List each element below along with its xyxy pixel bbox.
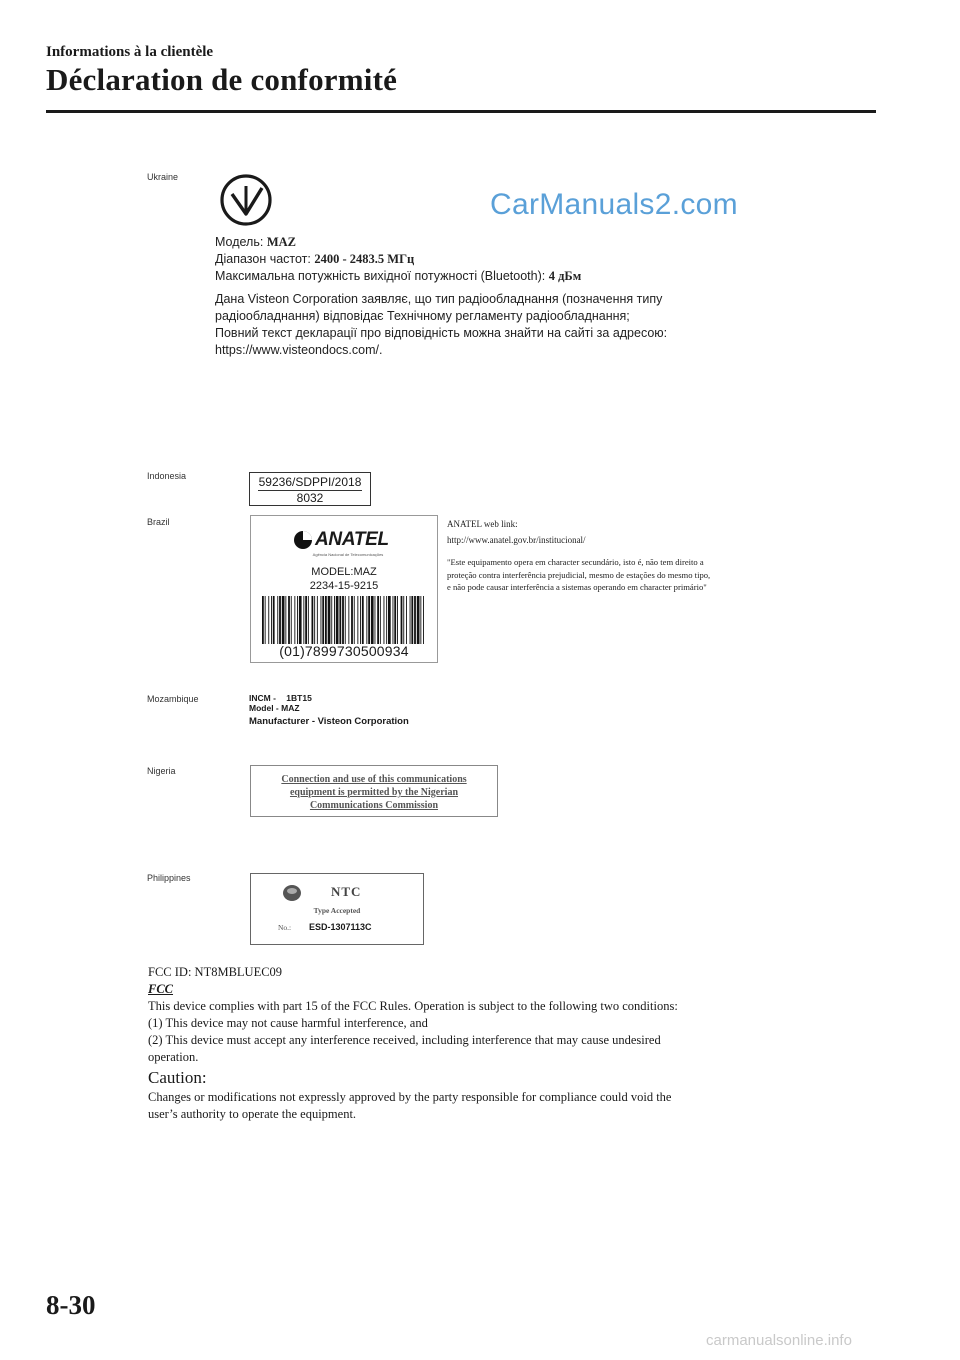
fcc-statement-line: (2) This device must accept any interference received, including interference that may cause undesired <box>148 1033 661 1047</box>
fcc-section <box>148 964 788 1123</box>
watermark-carmanuals: CarManuals2.com <box>490 188 738 221</box>
ukraine-declaration-line: радіообладнання) відповідає Технічному регламенту радіообладнання; <box>215 309 630 323</box>
nigeria-label-text <box>251 773 497 812</box>
anatel-notice-line: e não pode causar interferência a sistemas operando em character primário" <box>447 582 707 592</box>
mozambique-incm-label: INCM - <box>249 693 276 703</box>
ukraine-declaration-url: https://www.visteondocs.com/. <box>215 343 383 357</box>
ntc-logo-icon <box>281 884 303 902</box>
nigeria-label-line: equipment is permitted by the Nigerian <box>289 787 459 798</box>
country-label-brazil: Brazil <box>147 517 170 527</box>
ntc-no-value: ESD-1307113C <box>309 922 372 932</box>
fcc-statement-line: (1) This device may not cause harmful interference, and <box>148 1016 428 1030</box>
nigeria-label-box <box>250 765 498 817</box>
anatel-label <box>250 515 438 663</box>
ukraine-declaration <box>215 291 735 359</box>
ukraine-model-line <box>215 234 296 251</box>
mozambique-manufacturer: Manufacturer - Visteon Corporation <box>249 716 409 727</box>
ukraine-frequency-value: 2400 - 2483.5 МГц <box>314 252 415 266</box>
nigeria-label-line: Connection and use of this communications <box>281 774 467 785</box>
ukraine-power-value: 4 дБм <box>548 269 582 283</box>
ntc-label-box <box>250 873 424 945</box>
indonesia-cert-box <box>249 472 371 506</box>
fcc-statement-line: operation. <box>148 1050 199 1064</box>
country-label-ukraine: Ukraine <box>147 172 179 182</box>
title-divider <box>46 110 876 113</box>
indonesia-cert-number: 59236/SDPPI/2018 <box>258 475 362 489</box>
mozambique-incm-value: 1BT15 <box>286 693 312 703</box>
mozambique-model-value: MAZ <box>281 703 300 713</box>
watermark-carmanualsonline: carmanualsonline.info <box>706 1332 852 1349</box>
ukraine-power-line <box>215 268 581 285</box>
barcode-number: (01)7899730500934 <box>279 643 409 659</box>
anatel-cert-number: 2234-15-9215 <box>309 580 379 592</box>
anatel-notice-line: "Este equipamento opera em character secundário, isto é, não tem direito a <box>447 557 704 567</box>
ukraine-model-value: MAZ <box>266 235 296 249</box>
ukraine-power-label: Максимальна потужність вихідної потужності (Bluetooth): <box>215 269 546 283</box>
ukraine-frequency-line <box>215 251 414 268</box>
indonesia-registration-number: 8032 <box>296 491 324 505</box>
country-label-philippines: Philippines <box>147 873 191 883</box>
page-number: 8-30 <box>46 1290 96 1320</box>
anatel-web-link-label: ANATEL web link: <box>447 519 518 529</box>
ntc-no-label: No.: <box>278 923 292 932</box>
anatel-notice <box>447 556 787 594</box>
fcc-statement-line: This device complies with part 15 of the FCC Rules. Operation is subject to the following two conditions: <box>148 999 678 1013</box>
mozambique-incm-line <box>249 693 409 703</box>
anatel-logo-icon <box>293 530 313 550</box>
anatel-info <box>447 518 787 594</box>
mozambique-label <box>249 693 409 727</box>
anatel-logo-text: ANATEL <box>315 529 389 550</box>
ukraine-declaration-line: Повний текст декларації про відповідність можна знайти на сайті за адресою: <box>215 326 668 340</box>
country-label-nigeria: Nigeria <box>147 766 176 776</box>
ntc-logo-text: NTC <box>331 884 362 899</box>
ukraine-frequency-label: Діапазон частот: <box>215 252 311 266</box>
anatel-tagline: Agência Nacional de Telecomunicações <box>312 552 384 557</box>
ntc-type-accepted: Type Accepted <box>313 906 361 915</box>
nigeria-label-line: Communications Commission <box>309 800 439 811</box>
ukraine-declaration-line: Дана Visteon Corporation заявляє, що тип радіообладнання (позначення типу <box>215 292 663 306</box>
mozambique-model-line <box>249 703 409 713</box>
mozambique-model-label: Model - <box>249 703 279 713</box>
caution-heading: Caution: <box>148 1068 207 1087</box>
fcc-logo: FCC <box>148 982 174 996</box>
page-title: Déclaration de conformité <box>46 62 398 97</box>
caution-line: Changes or modifications not expressly approved by the party responsible for compliance could void the <box>148 1090 672 1104</box>
caution-line: user’s authority to operate the equipment. <box>148 1107 357 1121</box>
ukrsepro-mark-icon <box>218 172 274 228</box>
section-label: Informations à la clientèle <box>46 44 214 60</box>
anatel-model: MODEL:MAZ <box>311 566 377 578</box>
barcode-icon <box>260 596 426 644</box>
fcc-id: FCC ID: NT8MBLUEC09 <box>148 965 283 979</box>
country-label-mozambique: Mozambique <box>147 694 199 704</box>
ukraine-model-label: Модель: <box>215 235 264 249</box>
country-label-indonesia: Indonesia <box>147 471 187 481</box>
anatel-web-link: http://www.anatel.gov.br/institucional/ <box>447 535 586 545</box>
anatel-notice-line: proteção contra interferência prejudicial, mesmo de estações do mesmo tipo, <box>447 569 711 580</box>
